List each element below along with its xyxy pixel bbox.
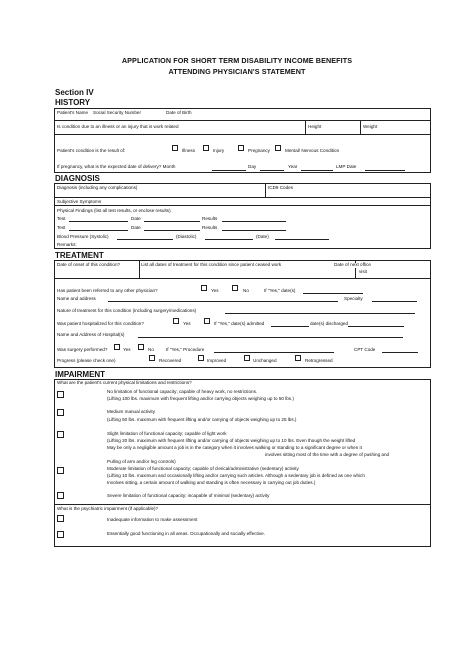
opt2-line1: Medium manual activity [107, 409, 155, 414]
date-label-1: Date [131, 216, 141, 221]
illness-label: Illness [182, 148, 196, 153]
history-heading: HISTORY [55, 98, 91, 107]
bp-label: Blood Pressure (Systolic) [57, 234, 109, 239]
referred-yes-checkbox[interactable] [201, 285, 207, 291]
name-address-input[interactable] [108, 301, 338, 302]
lmp-label: LMP Date [336, 164, 357, 169]
opt3-line4: involves sitting most of the time with a degree of pushing and [265, 452, 390, 457]
date-label-2: Date [131, 225, 141, 230]
date-input-1[interactable] [144, 221, 200, 222]
diastolic-label: (Diastolic) [176, 234, 197, 239]
psych-opt2: Essentially good functioning in all areas. Occupationally and socially effective. [107, 531, 265, 536]
unchanged-checkbox[interactable] [244, 355, 250, 361]
treatment-dates-field[interactable]: List all dates of treatment for this condition since patient ceased work [141, 262, 282, 267]
treatment-heading: TREATMENT [55, 251, 104, 260]
nature-input[interactable] [225, 313, 415, 314]
recovered-checkbox[interactable] [149, 355, 155, 361]
systolic-input[interactable] [117, 239, 173, 240]
sedentary-work-checkbox[interactable] [57, 467, 64, 474]
light-work-checkbox[interactable] [57, 431, 64, 438]
hospital-name-label: Name and Address of Hospital(s) [57, 332, 125, 337]
opt4-line1: Moderate limitation of functional capacity; capable of clerical/administrative (sedentary) activity [107, 466, 299, 471]
diagnosis-heading: DIAGNOSIS [55, 174, 100, 183]
referred-yes-label: Yes [211, 288, 219, 293]
patient-name-field[interactable]: Patient's Name [57, 110, 89, 115]
results-input-2[interactable] [222, 230, 286, 231]
pregnancy-label: Pregnancy [248, 148, 270, 153]
surgery-yes-label: Yes [123, 347, 131, 352]
diagnosis-field[interactable]: Diagnosis (including any complications) [57, 185, 138, 190]
test-input-1[interactable] [69, 221, 128, 222]
referred-no-checkbox[interactable] [232, 285, 238, 291]
remarks-field[interactable]: Remarks: [57, 242, 77, 247]
visit-label: visit [359, 269, 367, 274]
opt1-line1: No limitation of functional capacity; capable of heavy work, no restrictions. [107, 389, 258, 394]
inadequate-info-checkbox[interactable] [57, 515, 64, 522]
medium-work-checkbox[interactable] [57, 409, 64, 416]
improved-checkbox[interactable] [198, 355, 204, 361]
day-label: Day [248, 164, 257, 169]
cpt-input[interactable] [382, 352, 418, 353]
unchanged-label: Unchanged [253, 358, 277, 363]
cpt-label: CPT Code [354, 347, 376, 352]
hospitalized-question: Was patient hospitalized for this condition? [57, 321, 144, 326]
year-label: Year [288, 164, 298, 169]
severe-limitation-checkbox[interactable] [57, 492, 64, 499]
icd-field[interactable]: ICD9 Codes [268, 185, 294, 190]
subjective-field[interactable]: Subjective Symptoms [57, 199, 102, 204]
nature-label: Nature of treatment for this condition (including surgery/medications) [57, 308, 197, 313]
hospital-name-input[interactable] [138, 337, 403, 338]
illness-checkbox[interactable] [172, 145, 178, 151]
improved-label: Improved [207, 358, 227, 363]
mental-checkbox[interactable] [275, 145, 281, 151]
heavy-work-checkbox[interactable] [57, 391, 64, 398]
procedure-input[interactable] [214, 352, 334, 353]
day-input[interactable] [260, 170, 284, 171]
results-label-2: Results [202, 225, 218, 230]
next-visit-field[interactable]: Date of next office [334, 262, 371, 267]
test-label-2: Test [57, 225, 66, 230]
limitations-question: What are the patient's current physical limitations and restrictions? [57, 380, 192, 385]
delivery-question: If pregnancy, what is the expected date of delivery? Month [57, 164, 176, 169]
injury-label: Injury [213, 148, 225, 153]
opt5-line1: Severe limitation of functional capacity; incapable of minimal (sedentary) activity [107, 493, 270, 498]
weight-field[interactable]: Weight [363, 124, 378, 129]
hosp-no-checkbox[interactable] [204, 318, 210, 324]
injury-checkbox[interactable] [203, 145, 209, 151]
surgery-no-checkbox[interactable] [138, 344, 144, 350]
name-address-label: Name and address [57, 296, 96, 301]
illness-question: Is condition due to an illness or an injury that is work related [57, 124, 179, 129]
opt4-line3: Involves sitting, a certain amount of walking and standing is often necessary in carrying out job duties.) [107, 480, 316, 485]
discharged-label: date(s) discharged [310, 321, 349, 326]
bp-date-input[interactable] [275, 239, 329, 240]
date-input-2[interactable] [144, 230, 200, 231]
procedure-label: If "Yes," Procedure [166, 347, 205, 352]
impairment-heading: IMPAIRMENT [55, 370, 106, 379]
opt2-line2: (Lifting 50 lbs. maximum with frequent lifting and/or carrying of objects weighing up to 25 lbs.) [107, 417, 297, 422]
surgery-question: Was surgery performed? [57, 347, 108, 352]
results-input-1[interactable] [222, 221, 286, 222]
psych-question: What is the psychiatric impairment (if applicable)? [57, 506, 159, 511]
opt4-line2: (Lifting 10 lbs. maximum and occasionally lifting and/or carrying such articles. Although a sedentary job is defined as one which [107, 473, 365, 478]
hosp-yes-checkbox[interactable] [173, 318, 179, 324]
bp-date-label: (Date) [256, 234, 269, 239]
retrogressed-checkbox[interactable] [295, 355, 301, 361]
result-question: Patient's condition is the result of: [57, 148, 126, 153]
physical-findings-label: Physical Findings (list all test results, or enclose results) [57, 208, 171, 213]
results-label-1: Results [202, 216, 218, 221]
diastolic-input[interactable] [205, 239, 253, 240]
onset-field[interactable]: Date of onset of this condition? [57, 262, 121, 267]
opt3-line2: (Lifting 20 lbs. maximum with frequent lifting and/or carrying of objects weighing up to 10 lbs. Even though the weight lifted [107, 438, 356, 443]
progress-label: Progress (please check one) [57, 358, 116, 363]
psych-opt1: Inadequate information to make assessment [107, 517, 198, 522]
year-input[interactable] [301, 170, 333, 171]
form-subtitle: ATTENDING PHYSICIAN'S STATEMENT [168, 67, 306, 76]
referred-no-label: No [243, 288, 249, 293]
mental-label: Mental/ Nervous Condition [285, 148, 340, 153]
hosp-admitted-label: If "Yes," date(s) admitted [214, 321, 265, 326]
height-field[interactable]: Height [308, 124, 322, 129]
pregnancy-checkbox[interactable] [238, 145, 244, 151]
month-input[interactable] [212, 170, 246, 171]
opt3-line1: Slight limitation of functional capacity; capable of light work [107, 431, 227, 436]
retrogressed-label: Retrogressed [305, 358, 333, 363]
discharged-input[interactable] [348, 326, 404, 327]
specialty-label: Specialty [344, 296, 363, 301]
surgery-yes-checkbox[interactable] [114, 344, 120, 350]
ssn-field[interactable]: Social Security Number [93, 110, 141, 115]
dob-field[interactable]: Date of Birth [166, 110, 192, 115]
recovered-label: Recovered [159, 358, 182, 363]
section-label: Section IV [55, 88, 94, 97]
test-input-2[interactable] [69, 230, 128, 231]
admitted-input[interactable] [271, 326, 309, 327]
surgery-no-label: No [148, 347, 154, 352]
opt1-line2: (Lifting 100 lbs. maximum with frequent lifting and/or carrying objects weighing up to 50 lbs.) [107, 396, 294, 401]
specialty-input[interactable] [372, 301, 417, 302]
form-title: APPLICATION FOR SHORT TERM DISABILITY INCOME BENEFITS [121, 56, 353, 65]
lmp-input[interactable] [365, 170, 405, 171]
hosp-yes-label: Yes [183, 321, 191, 326]
test-label-1: Test [57, 216, 66, 221]
referred-dates-label: If "Yes," date(s) [264, 288, 296, 293]
referred-dates-input[interactable] [303, 293, 363, 294]
opt3-line5: Pulling of arm and/or leg controls) [107, 459, 176, 464]
opt3-line3: May be only a negligible amount a job is in the category when it involves walking or standing to a significant degree or when it [107, 445, 362, 450]
referred-question: Has patient been referred to any other physician? [57, 288, 158, 293]
good-functioning-checkbox[interactable] [57, 531, 64, 538]
